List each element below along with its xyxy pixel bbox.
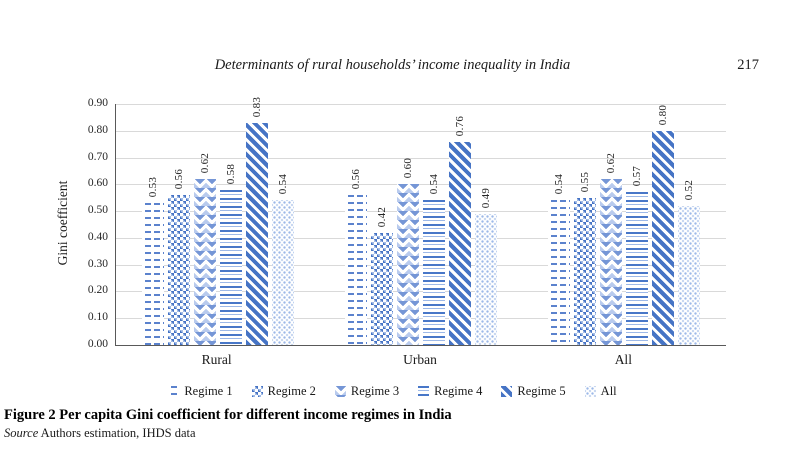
y-axis — [58, 97, 108, 350]
running-header — [0, 57, 785, 77]
bar-regime-5-all — [652, 104, 674, 345]
bar-value-label: 0.52 — [683, 179, 696, 200]
legend-label: Regime 5 — [517, 384, 566, 398]
legend-item-all — [585, 384, 617, 399]
source-text: Authors estimation, IHDS data — [38, 426, 196, 440]
figure-source — [4, 426, 196, 441]
y-tick-label: 0.50 — [87, 204, 108, 217]
y-axis-title: Gini coefficient — [55, 180, 70, 266]
bar-value-label: 0.60 — [401, 158, 414, 179]
category-label-all: All — [614, 352, 632, 367]
y-tick-label: 0.60 — [87, 177, 108, 190]
bar-value-label: 0.56 — [349, 168, 362, 190]
bar-regime-2-urban — [371, 206, 393, 345]
category-label-urban: Urban — [403, 352, 437, 367]
bar-value-label: 0.62 — [198, 152, 211, 174]
page-number: 217 — [737, 57, 759, 73]
y-tick-label: 0.20 — [87, 284, 108, 297]
bar-value-label: 0.83 — [250, 96, 263, 117]
bar-regime-1-urban — [345, 168, 367, 345]
bar-value-label: 0.62 — [605, 152, 618, 174]
bar-value-label: 0.42 — [375, 206, 388, 227]
legend-marker — [585, 386, 596, 397]
bar-regime-3-urban — [397, 158, 419, 345]
legend-marker — [252, 386, 263, 397]
legend — [0, 384, 785, 399]
bar-value-label: 0.54 — [553, 174, 566, 195]
legend-item-regime-1 — [168, 384, 232, 399]
category-label-rural: Rural — [201, 352, 232, 367]
bar-regime-4-all — [626, 166, 648, 345]
bar-regime-5-rural — [246, 96, 268, 345]
legend-marker — [418, 386, 429, 397]
bar-all-all — [678, 179, 700, 345]
bar-group-urban — [319, 104, 522, 345]
y-tick-label: 0.80 — [87, 123, 108, 136]
bar-value-label: 0.55 — [579, 171, 592, 192]
y-tick-label: 0.90 — [87, 97, 108, 109]
bar-value-label: 0.58 — [224, 163, 237, 184]
legend-label: Regime 4 — [434, 384, 483, 398]
bar-value-label: 0.56 — [172, 168, 185, 190]
y-tick-label: 0.10 — [87, 311, 108, 324]
bar-all-rural — [272, 174, 294, 345]
legend-label: Regime 1 — [184, 384, 233, 398]
bar-regime-4-rural — [220, 163, 242, 345]
legend-item-regime-5 — [501, 384, 565, 399]
bar-all-urban — [475, 187, 497, 345]
bar-value-label: 0.54 — [427, 174, 440, 195]
bar-regime-1-all — [548, 174, 570, 345]
bar-regime-4-urban — [423, 174, 445, 345]
bar-group-all — [523, 104, 726, 345]
legend-marker — [168, 386, 179, 397]
bar-regime-2-all — [574, 171, 596, 345]
bar-regime-1-rural — [142, 176, 164, 345]
bar-value-label: 0.80 — [657, 104, 670, 126]
legend-item-regime-3 — [335, 384, 399, 399]
legend-label: Regime 2 — [267, 384, 316, 398]
bar-value-label: 0.54 — [276, 174, 289, 195]
bar-value-label: 0.49 — [479, 187, 492, 209]
bar-value-label: 0.76 — [453, 115, 466, 136]
legend-marker — [501, 386, 512, 397]
legend-item-regime-4 — [418, 384, 482, 399]
bar-group-rural — [116, 96, 319, 345]
running-title: Determinants of rural households’ income inequality in India — [214, 57, 571, 73]
legend-marker — [335, 386, 346, 397]
y-tick-label: 0.40 — [87, 230, 108, 243]
bar-regime-3-rural — [194, 152, 216, 345]
plot-area — [115, 96, 726, 346]
legend-label: Regime 3 — [350, 384, 400, 398]
y-tick-label: 0.30 — [87, 257, 108, 270]
figure-caption: Figure 2 Per capita Gini coefficient for different income regimes in India — [4, 407, 452, 423]
source-label: Source — [4, 426, 39, 440]
x-axis — [115, 352, 725, 368]
bar-value-label: 0.53 — [146, 176, 159, 198]
y-tick-label: 0.70 — [87, 150, 108, 163]
legend-label: All — [600, 384, 617, 398]
bar-value-label: 0.57 — [631, 166, 644, 187]
bar-regime-5-urban — [449, 115, 471, 346]
y-tick-label: 0.00 — [87, 338, 108, 350]
legend-item-regime-2 — [252, 384, 316, 399]
bar-regime-2-rural — [168, 168, 190, 345]
bar-regime-3-all — [600, 152, 622, 345]
